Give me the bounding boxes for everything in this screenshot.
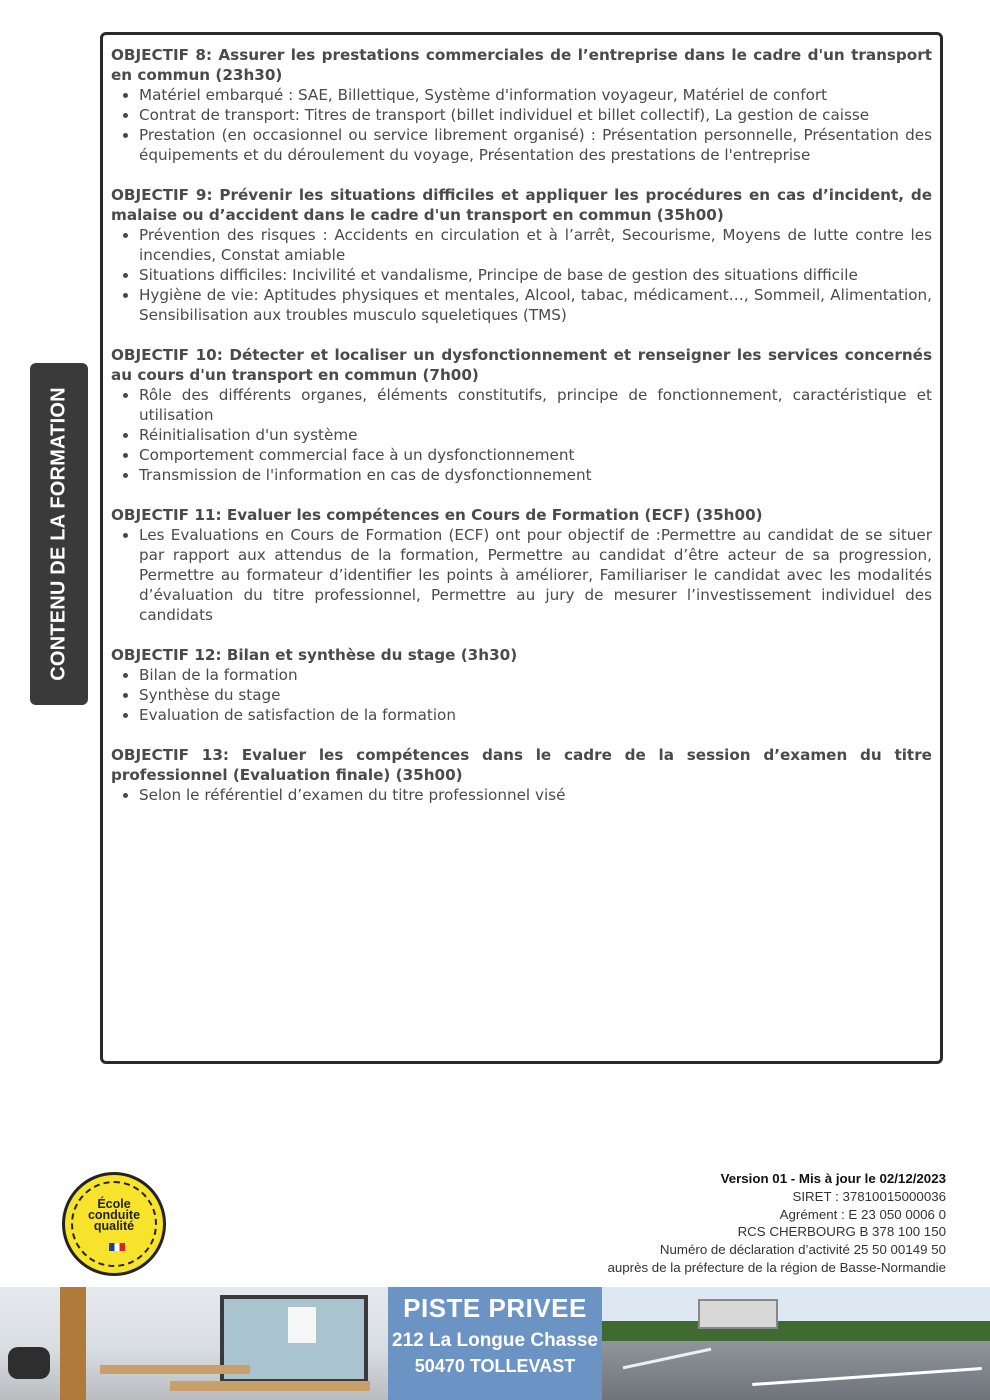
agrement-text: Agrément : E 23 050 0006 0 (779, 1206, 946, 1222)
list-item: • Prestation (en occasionnel ou service librement organisé) : Présentation personnelle, Présentation des équipements et du déroulement du voyage, Présentation des prestations de l'entreprise (139, 125, 932, 165)
table-shape (100, 1365, 250, 1374)
list-item: • Rôle des différents organes, éléments constitutifs, principe de fonctionnement, caractéristique et utilisation (139, 385, 932, 425)
badge-line: conduite (87, 1208, 141, 1222)
track-photo (602, 1287, 990, 1400)
objective-list (111, 525, 932, 625)
declaration-text: Numéro de déclaration d’activité 25 50 00149 50 (659, 1242, 946, 1258)
list-item: • Selon le référentiel d’examen du titre professionnel visé (139, 785, 932, 805)
objective-8 (111, 45, 932, 165)
wood-beam (60, 1287, 86, 1400)
classroom-photo (0, 1287, 388, 1400)
objective-title: OBJECTIF 9: Prévenir les situations difficiles et appliquer les procédures en cas d’incident, de malaise ou d’accident dans le cadre d'un transport en commun (35h00) (111, 186, 932, 224)
piste-privee-panel (388, 1287, 602, 1400)
list-item: • Hygiène de vie: Aptitudes physiques et mentales, Alcool, tabac, médicament…, Sommeil, Alimentation, Sensibilisation aux troubles musculo squeletiques (TMS) (139, 285, 932, 325)
piste-address-line1: 212 La Longue Chasse (392, 1330, 598, 1351)
objective-title: OBJECTIF 13: Evaluer les compétences dans le cadre de la session d’examen du titre professionnel (Evaluation finale) (35h00) (111, 746, 932, 784)
objective-title: OBJECTIF 10: Détecter et localiser un dysfonctionnement et renseigner les services concernés au cours d'un transport en commun (7h00) (111, 346, 932, 384)
table-shape (170, 1381, 370, 1391)
objective-12 (111, 645, 932, 725)
objective-13 (111, 745, 932, 805)
list-item: • Synthèse du stage (139, 685, 932, 705)
billboard-shape (698, 1299, 778, 1329)
footer-legal-info (607, 1170, 946, 1277)
objective-11 (111, 505, 932, 625)
list-item: • Situations difficiles: Incivilité et vandalisme, Principe de base de gestion des situations difficile (139, 265, 932, 285)
side-tab-label: CONTENU DE LA FORMATION (47, 387, 70, 681)
section-side-tab (30, 363, 88, 705)
objective-10 (111, 345, 932, 485)
motorcycle-shape (8, 1347, 50, 1379)
list-item: • Réinitialisation d'un système (139, 425, 932, 445)
list-item: • Matériel embarqué : SAE, Billettique, Système d'information voyageur, Matériel de confort (139, 85, 932, 105)
whiteboard-shape (288, 1307, 316, 1343)
objective-title: OBJECTIF 12: Bilan et synthèse du stage (3h30) (111, 646, 518, 664)
version-text: Version 01 - Mis à jour le 02/12/2023 (720, 1171, 946, 1186)
objective-list (111, 385, 932, 485)
badge-line: qualité (93, 1219, 135, 1233)
badge-line: École (97, 1197, 131, 1211)
piste-address-line2: 50470 TOLLEVAST (414, 1356, 576, 1376)
list-item: • Transmission de l'information en cas de dysfonctionnement (139, 465, 932, 485)
content-box (100, 32, 943, 1064)
badge-text (65, 1199, 163, 1232)
siret-text: SIRET : 37810015000036 (792, 1188, 946, 1204)
list-item: • Evaluation de satisfaction de la formation (139, 705, 932, 725)
list-item: • Prévention des risques : Accidents en circulation et à l’arrêt, Secourisme, Moyens de lutte contre les incendies, Constat amiable (139, 225, 932, 265)
objective-title: OBJECTIF 11: Evaluer les compétences en Cours de Formation (ECF) (35h00) (111, 506, 763, 524)
list-item: • Bilan de la formation (139, 665, 932, 685)
prefecture-text: auprès de la préfecture de la région de Basse-Normandie (607, 1259, 946, 1275)
list-item: • Comportement commercial face à un dysfonctionnement (139, 445, 932, 465)
road-marking (623, 1348, 712, 1370)
list-item: • Les Evaluations en Cours de Formation (ECF) ont pour objectif de :Permettre au candidat de se situer par rapport aux attendus de la formation, Permettre au candidat d’être acteur de sa progression, Permettre au formateur d’identifier les points à améliorer, Familiariser le candidat avec les modalités d’évaluation du titre professionnel, Permettre au jury de mesurer l’investissement individuel des candidats (139, 525, 932, 625)
objective-list (111, 665, 932, 725)
ecole-conduite-qualite-badge (62, 1172, 166, 1276)
footer-band (0, 1287, 990, 1400)
french-flag-icon (109, 1243, 125, 1251)
objective-title: OBJECTIF 8: Assurer les prestations commerciales de l’entreprise dans le cadre d'un transport en commun (23h30) (111, 46, 932, 84)
objective-list (111, 85, 932, 165)
road-marking (752, 1367, 982, 1386)
list-item: • Contrat de transport: Titres de transport (billet individuel et billet collectif), La gestion de caisse (139, 105, 932, 125)
piste-title: PISTE PRIVEE (403, 1293, 587, 1323)
objective-list (111, 225, 932, 325)
objective-list (111, 785, 932, 805)
objective-9 (111, 185, 932, 325)
rcs-text: RCS CHERBOURG B 378 100 150 (737, 1224, 946, 1240)
